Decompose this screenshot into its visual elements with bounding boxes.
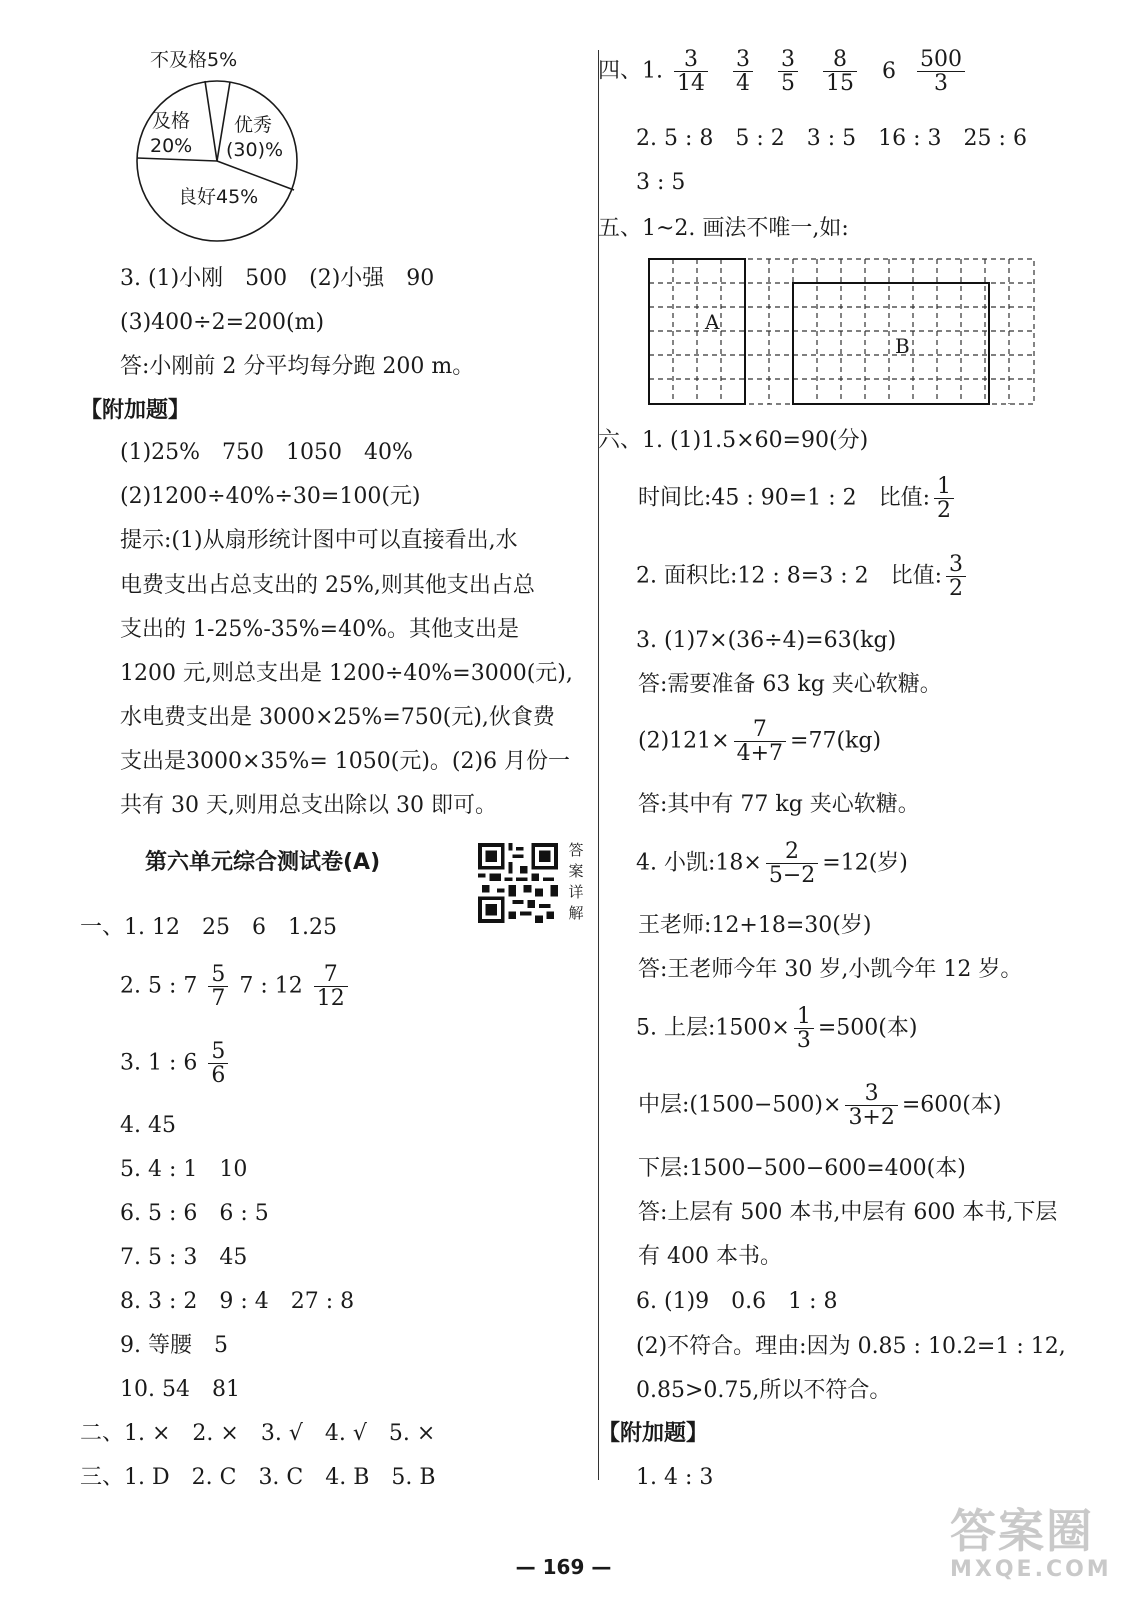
rectangle-b	[793, 283, 989, 404]
answer-6-3b-ans: 答:其中有 77 kg 夹心软糖。	[638, 792, 920, 817]
answer-4-1-prefix: 四、1.	[598, 58, 663, 84]
answer-6-1: 六、1. (1)1.5×60=90(分)	[598, 428, 869, 453]
fraction-numerator: 3	[946, 553, 966, 577]
fraction	[208, 1040, 228, 1087]
fraction	[734, 718, 786, 765]
answer-6-5-ans2: 有 400 本书。	[638, 1244, 782, 1269]
answer-6-5	[636, 1005, 917, 1052]
fraction	[778, 48, 798, 95]
answer-6-2	[636, 553, 970, 600]
answer-6-1b	[638, 475, 958, 522]
answer-2: 二、1. × 2. × 3. √ 4. √ 5. ×	[80, 1421, 436, 1446]
hint-line-2: 电费支出占总支出的 25%,则其他支出占总	[120, 573, 535, 598]
answer-1-3-prefix: 3. 1 : 6	[120, 1050, 198, 1076]
bonus-title-left: 【附加题】	[80, 398, 191, 423]
qr-code-icon[interactable]	[478, 843, 558, 923]
fraction-numerator: 7	[734, 718, 786, 742]
fraction	[208, 963, 228, 1010]
grid-label-a: A	[705, 310, 720, 334]
qr-note: 答案详解	[568, 841, 584, 922]
answer-6-3b-suffix: =77(kg)	[790, 728, 882, 754]
answer-6-4b: 王老师:12+18=30(岁)	[638, 913, 872, 938]
answer-1-10: 10. 54 81	[120, 1377, 240, 1402]
hint-line-6: 支出是3000×35%= 1050(元)。(2)6 月份一	[120, 749, 571, 774]
fraction-denominator: 3	[934, 71, 948, 97]
answer-6-5-ans1: 答:上层有 500 本书,中层有 600 本书,下层	[638, 1200, 1058, 1225]
fraction	[946, 553, 966, 600]
answer-6-5c: 下层:1500−500−600=400(本)	[638, 1156, 966, 1181]
answer-4-2: 2. 5 : 8 5 : 2 3 : 5 16 : 3 25 : 6	[636, 126, 1027, 151]
bonus-right-1: 1. 4 : 3	[636, 1465, 714, 1490]
answer-4-1-six: 6	[882, 58, 896, 84]
answer-1-6: 6. 5 : 6 6 : 5	[120, 1201, 269, 1226]
answer-6-1b-prefix: 时间比:45 : 90=1 : 2 比值:	[638, 485, 931, 511]
fraction-denominator: 5−2	[768, 863, 816, 889]
fraction-numerator: 1	[794, 1005, 814, 1029]
fraction-denominator: 12	[316, 986, 345, 1012]
answer-1-4: 4. 45	[120, 1113, 176, 1138]
fraction-denominator: 2	[937, 498, 952, 524]
hint-line-1: 提示:(1)从扇形统计图中可以直接看出,水	[120, 528, 518, 553]
fraction-numerator: 3	[674, 48, 708, 72]
fraction-denominator: 14	[677, 71, 705, 97]
answer-6-5b-prefix: 中层:(1500−500)×	[638, 1092, 842, 1118]
answer-5: 五、1~2. 画法不唯一,如:	[598, 216, 849, 241]
fraction-numerator: 500	[917, 48, 965, 72]
fraction-denominator: 3+2	[848, 1105, 895, 1131]
answer-6-3-ans: 答:需要准备 63 kg 夹心软糖。	[638, 672, 942, 697]
pie-value-pass: 20%	[150, 135, 193, 157]
bonus-line2: (2)1200÷40%÷30=100(元)	[120, 484, 421, 509]
pie-label-good: 良好45%	[178, 186, 259, 208]
bonus-title-right: 【附加题】	[598, 1421, 709, 1446]
pie-label-pass: 及格	[152, 110, 191, 132]
fraction-numerator: 7	[314, 963, 348, 987]
fraction-numerator: 2	[766, 840, 818, 864]
answer-6-2-prefix: 2. 面积比:12 : 8=3 : 2 比值:	[636, 563, 943, 589]
fraction-numerator: 3	[733, 48, 753, 72]
answer-1-2	[120, 963, 352, 1010]
answer-3: 三、1. D 2. C 3. C 4. B 5. B	[80, 1465, 436, 1490]
fraction-numerator: 5	[208, 1040, 228, 1064]
fraction-denominator: 6	[211, 1063, 226, 1089]
answer-6-6: 6. (1)9 0.6 1 : 8	[636, 1289, 838, 1314]
fraction	[845, 1082, 897, 1129]
answer-1-5: 5. 4 : 1 10	[120, 1157, 248, 1182]
page-number: — 169 —	[515, 1555, 612, 1579]
fraction-numerator: 8	[823, 48, 857, 72]
fraction	[917, 48, 965, 95]
watermark-text: 答案圈	[950, 1504, 1094, 1558]
q3-line1: 3. (1)小刚 500 (2)小强 90	[120, 266, 435, 291]
hint-line-5: 水电费支出是 3000×25%=750(元),伙食费	[120, 705, 555, 730]
answer-6-4-suffix: =12(岁)	[822, 850, 908, 876]
grid-label-b: B	[895, 334, 910, 358]
pie-divider-left	[137, 158, 217, 161]
fraction-denominator: 5	[781, 71, 795, 97]
answer-6-6b: (2)不符合。理由:因为 0.85 : 10.2=1 : 12,	[636, 1334, 1066, 1359]
fraction-numerator: 1	[934, 475, 954, 499]
answer-1-1: 一、1. 12 25 6 1.25	[80, 915, 337, 940]
answer-6-4-prefix: 4. 小凯:18×	[636, 850, 762, 876]
fraction	[794, 1005, 814, 1052]
hint-line-7: 共有 30 天,则用总支出除以 30 即可。	[120, 793, 497, 818]
fraction-denominator: 2	[949, 576, 964, 602]
fraction	[766, 840, 818, 887]
pie-label-fail: 不及格5%	[150, 49, 238, 71]
fraction-numerator: 5	[208, 963, 228, 987]
section-title: 第六单元综合测试卷(A)	[145, 850, 381, 875]
fraction-numerator: 3	[778, 48, 798, 72]
pie-label-excellent: 优秀	[234, 114, 273, 136]
answer-1-8: 8. 3 : 2 9 : 4 27 : 8	[120, 1289, 355, 1314]
answer-1-9: 9. 等腰 5	[120, 1333, 228, 1358]
answer-1-3	[120, 1040, 232, 1087]
fraction-denominator: 3	[796, 1028, 811, 1054]
q3-line2: (3)400÷2=200(m)	[120, 310, 325, 335]
hint-line-4: 1200 元,则总支出是 1200÷40%=3000(元),	[120, 661, 573, 686]
answer-6-4-ans: 答:王老师今年 30 岁,小凯今年 12 岁。	[638, 957, 1023, 982]
answer-6-5-suffix: =500(本)	[817, 1015, 918, 1041]
fraction-denominator: 7	[211, 986, 226, 1012]
fraction-denominator: 4	[736, 71, 750, 97]
answer-6-5b	[638, 1082, 1001, 1129]
answer-6-3b	[638, 718, 881, 765]
fraction-numerator: 3	[845, 1082, 897, 1106]
fraction-denominator: 4+7	[736, 741, 784, 767]
fraction	[674, 48, 708, 95]
answer-6-5b-suffix: =600(本)	[901, 1092, 1002, 1118]
answer-6-4	[636, 840, 908, 887]
pie-divider-top	[205, 81, 217, 161]
fraction	[314, 963, 348, 1010]
answer-6-3b-prefix: (2)121×	[638, 728, 730, 754]
answer-6-6c: 0.85>0.75,所以不符合。	[636, 1378, 892, 1403]
fraction	[733, 48, 753, 95]
answer-4-2b: 3 : 5	[636, 170, 686, 195]
watermark-url: MXQE.COM	[950, 1557, 1112, 1582]
hint-line-3: 支出的 1-25%-35%=40%。其他支出是	[120, 617, 519, 642]
fraction-denominator: 15	[826, 71, 854, 97]
q3-answer: 答:小刚前 2 分平均每分跑 200 m。	[120, 354, 475, 379]
column-divider	[598, 50, 599, 1480]
pie-value-excellent: (30)%	[226, 139, 284, 161]
answer-6-5-prefix: 5. 上层:1500×	[636, 1015, 790, 1041]
answer-1-7: 7. 5 : 3 45	[120, 1245, 248, 1270]
bonus-line1: (1)25% 750 1050 40%	[120, 440, 413, 465]
answer-1-2-prefix: 2. 5 : 7	[120, 973, 198, 999]
watermark-logo	[950, 1495, 1120, 1595]
fraction	[934, 475, 954, 522]
answer-4-1	[598, 48, 969, 95]
fraction	[823, 48, 857, 95]
answer-6-3: 3. (1)7×(36÷4)=63(kg)	[636, 628, 897, 653]
answer-1-2-mid: 7 : 12	[239, 973, 303, 999]
